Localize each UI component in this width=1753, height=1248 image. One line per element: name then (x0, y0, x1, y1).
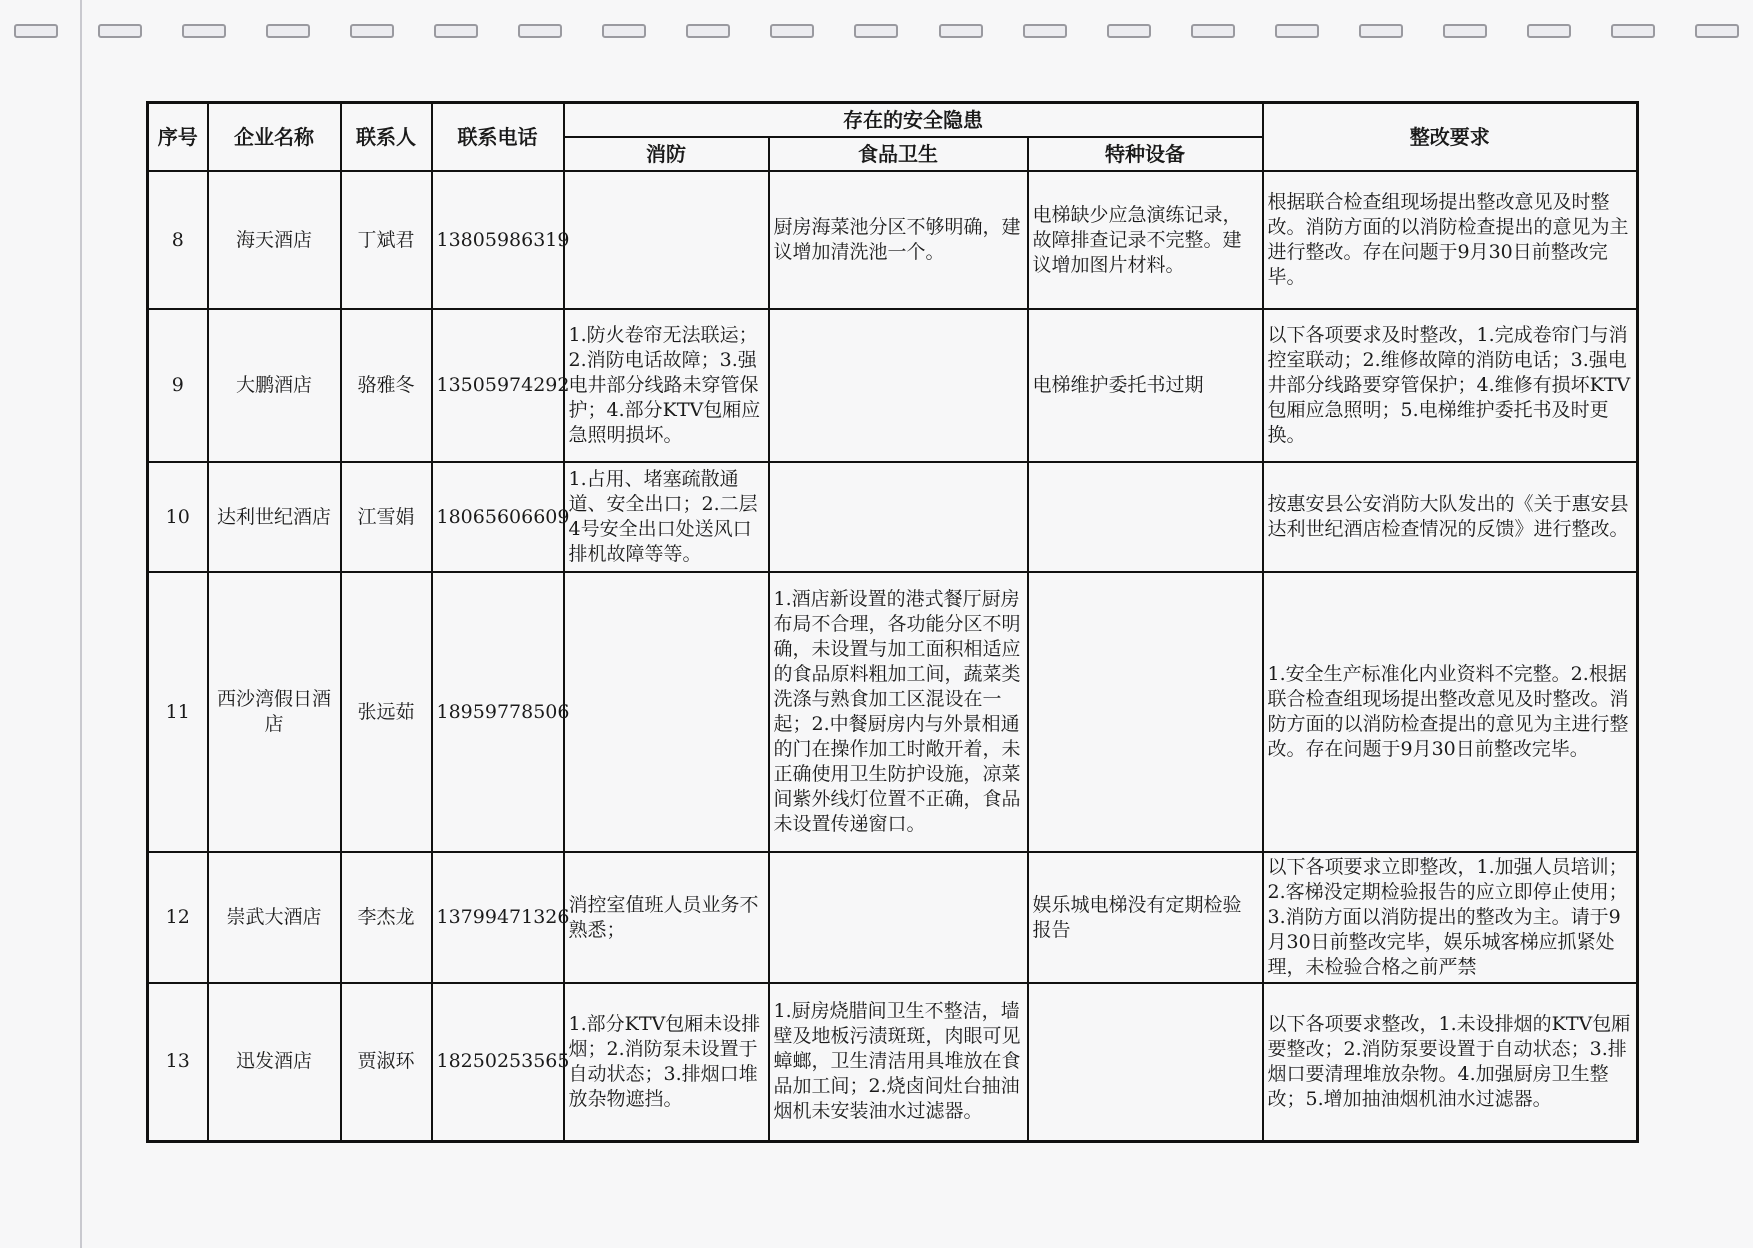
cell-food: 1.厨房烧腊间卫生不整洁，墙壁及地板污渍斑斑，肉眼可见蟑螂，卫生清洁用具堆放在食品加工间；2.烧卤间灶台抽油烟机未安装油水过滤器。 (769, 983, 1028, 1141)
cell-requirement: 1.安全生产标准化内业资料不完整。2.根据联合检查组现场提出整改意见及时整改。消防方面的以消防检查提出的意见为主进行整改。存在问题于9月30日前整改完毕。 (1263, 572, 1638, 852)
cell-seq: 11 (148, 572, 208, 852)
header-equipment: 特种设备 (1028, 137, 1263, 171)
cell-food: 1.酒店新设置的港式餐厅厨房布局不合理，各功能分区不明确，未设置与加工面积相适应的食品原料粗加工间，蔬菜类洗涤与熟食加工区混设在一起；2.中餐厨房内与外景相通的门在操作加工时敞开着，未正确使用卫生防护设施，凉菜间紫外线灯位置不正确，食品未设置传递窗口。 (769, 572, 1028, 852)
cell-food (769, 462, 1028, 572)
table-row (148, 572, 1638, 852)
cell-fire: 消控室值班人员业务不熟悉； (564, 852, 769, 983)
cell-fire: 1.占用、堵塞疏散通道、安全出口；2.二层4号安全出口处送风口排机故障等等。 (564, 462, 769, 572)
cell-food: 厨房海菜池分区不够明确，建议增加清洗池一个。 (769, 171, 1028, 309)
table-row (148, 983, 1638, 1141)
cell-fire: 1.防火卷帘无法联运；2.消防电话故障；3.强电井部分线路未穿管保护；4.部分KTV包厢应急照明损坏。 (564, 309, 769, 462)
cell-company: 西沙湾假日酒店 (208, 572, 341, 852)
table-row (148, 309, 1638, 462)
cell-contact: 丁斌君 (341, 171, 432, 309)
cell-contact: 骆雅冬 (341, 309, 432, 462)
cell-phone: 18065606609 (432, 462, 564, 572)
cell-fire (564, 171, 769, 309)
header-seq: 序号 (148, 103, 208, 172)
inspection-sheet (146, 101, 1636, 1143)
cell-equipment: 电梯维护委托书过期 (1028, 309, 1263, 462)
table-row (148, 852, 1638, 983)
cell-company: 海天酒店 (208, 171, 341, 309)
cell-phone: 13799471326 (432, 852, 564, 983)
cell-equipment: 电梯缺少应急演练记录，故障排查记录不完整。建议增加图片材料。 (1028, 171, 1263, 309)
cell-seq: 13 (148, 983, 208, 1141)
cell-requirement: 以下各项要求整改，1.未设排烟的KTV包厢要整改；2.消防泵要设置于自动状态；3.排烟口要清理堆放杂物。4.加强厨房卫生整改；5.增加抽油烟机油水过滤器。 (1263, 983, 1638, 1141)
cell-food (769, 852, 1028, 983)
cell-seq: 9 (148, 309, 208, 462)
cell-contact: 张远茹 (341, 572, 432, 852)
cell-fire: 1.部分KTV包厢未设排烟；2.消防泵未设置于自动状态；3.排烟口堆放杂物遮挡。 (564, 983, 769, 1141)
header-food: 食品卫生 (769, 137, 1028, 171)
cell-seq: 10 (148, 462, 208, 572)
header-company: 企业名称 (208, 103, 341, 172)
cell-company: 崇武大酒店 (208, 852, 341, 983)
cell-contact: 江雪娟 (341, 462, 432, 572)
header-fire: 消防 (564, 137, 769, 171)
cell-seq: 12 (148, 852, 208, 983)
hazard-table (146, 101, 1639, 1143)
cell-equipment: 娱乐城电梯没有定期检验报告 (1028, 852, 1263, 983)
cell-company: 迅发酒店 (208, 983, 341, 1141)
table-row (148, 171, 1638, 309)
cell-seq: 8 (148, 171, 208, 309)
header-requirement: 整改要求 (1263, 103, 1638, 172)
header-phone: 联系电话 (432, 103, 564, 172)
cell-food (769, 309, 1028, 462)
cell-fire (564, 572, 769, 852)
binder-holes (14, 24, 1739, 44)
cell-company: 达利世纪酒店 (208, 462, 341, 572)
cell-requirement: 按惠安县公安消防大队发出的《关于惠安县达利世纪酒店检查情况的反馈》进行整改。 (1263, 462, 1638, 572)
cell-contact: 李杰龙 (341, 852, 432, 983)
header-hazards-group: 存在的安全隐患 (564, 103, 1263, 138)
cell-phone: 13805986319 (432, 171, 564, 309)
cell-company: 大鹏酒店 (208, 309, 341, 462)
header-contact: 联系人 (341, 103, 432, 172)
cell-requirement: 以下各项要求立即整改，1.加强人员培训；2.客梯没定期检验报告的应立即停止使用；3.消防方面以消防提出的整改为主。请于9月30日前整改完毕，娱乐城客梯应抓紧处理，未检验合格之前严禁 (1263, 852, 1638, 983)
page-margin-line (80, 0, 82, 1248)
cell-requirement: 根据联合检查组现场提出整改意见及时整改。消防方面的以消防检查提出的意见为主进行整改。存在问题于9月30日前整改完毕。 (1263, 171, 1638, 309)
cell-equipment (1028, 572, 1263, 852)
cell-requirement: 以下各项要求及时整改，1.完成卷帘门与消控室联动；2.维修故障的消防电话；3.强电井部分线路要穿管保护；4.维修有损坏KTV包厢应急照明；5.电梯维护委托书及时更换。 (1263, 309, 1638, 462)
cell-phone: 18250253565 (432, 983, 564, 1141)
cell-equipment (1028, 462, 1263, 572)
cell-contact: 贾淑环 (341, 983, 432, 1141)
cell-equipment (1028, 983, 1263, 1141)
cell-phone: 13505974292 (432, 309, 564, 462)
table-row (148, 462, 1638, 572)
cell-phone: 18959778506 (432, 572, 564, 852)
